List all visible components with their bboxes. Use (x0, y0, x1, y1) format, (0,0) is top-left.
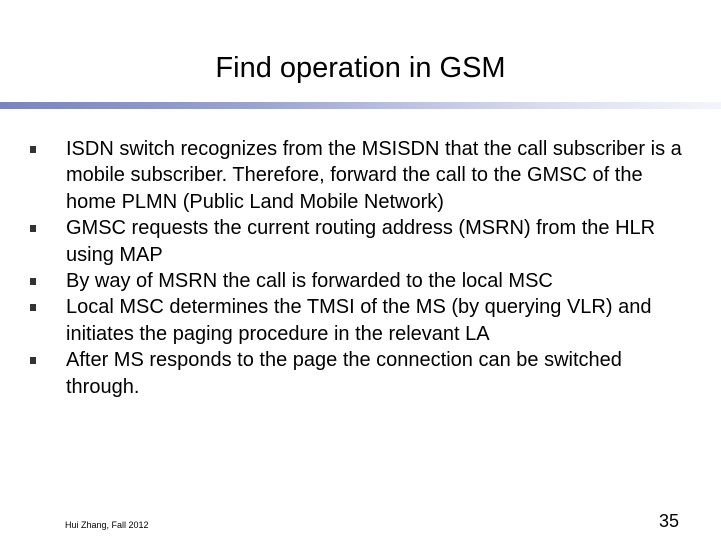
bullet-text: Local MSC determines the TMSI of the MS (by querying VLR) and initiates the paging procedure in the relevant LA (66, 296, 652, 345)
slide-title: Find operation in GSM (215, 52, 506, 84)
title-underline (0, 102, 721, 109)
bullet-item (30, 215, 690, 268)
bullet-item (30, 268, 690, 294)
page-number: 35 (658, 511, 679, 531)
bullet-text: By way of MSRN the call is forwarded to the local MSC (66, 270, 553, 293)
square-bullet-icon (30, 146, 36, 153)
footer-author: Hui Zhang, Fall 2012 (65, 520, 149, 530)
bullet-text: GMSC requests the current routing address (MSRN) from the HLR using MAP (66, 217, 656, 266)
bullet-text: After MS responds to the page the connection can be switched through. (66, 349, 622, 398)
square-bullet-icon (30, 278, 36, 285)
square-bullet-icon (30, 225, 36, 232)
bullet-list (30, 136, 690, 400)
square-bullet-icon (30, 304, 36, 311)
bullet-item (30, 294, 690, 347)
square-bullet-icon (30, 357, 36, 364)
bullet-item (30, 136, 690, 215)
bullet-text: ISDN switch recognizes from the MSISDN that the call subscriber is a mobile subscriber. Therefore, forward the call to the GMSC of the home PLMN (Public Land Mobile Network) (66, 138, 682, 213)
bullet-item (30, 347, 690, 400)
